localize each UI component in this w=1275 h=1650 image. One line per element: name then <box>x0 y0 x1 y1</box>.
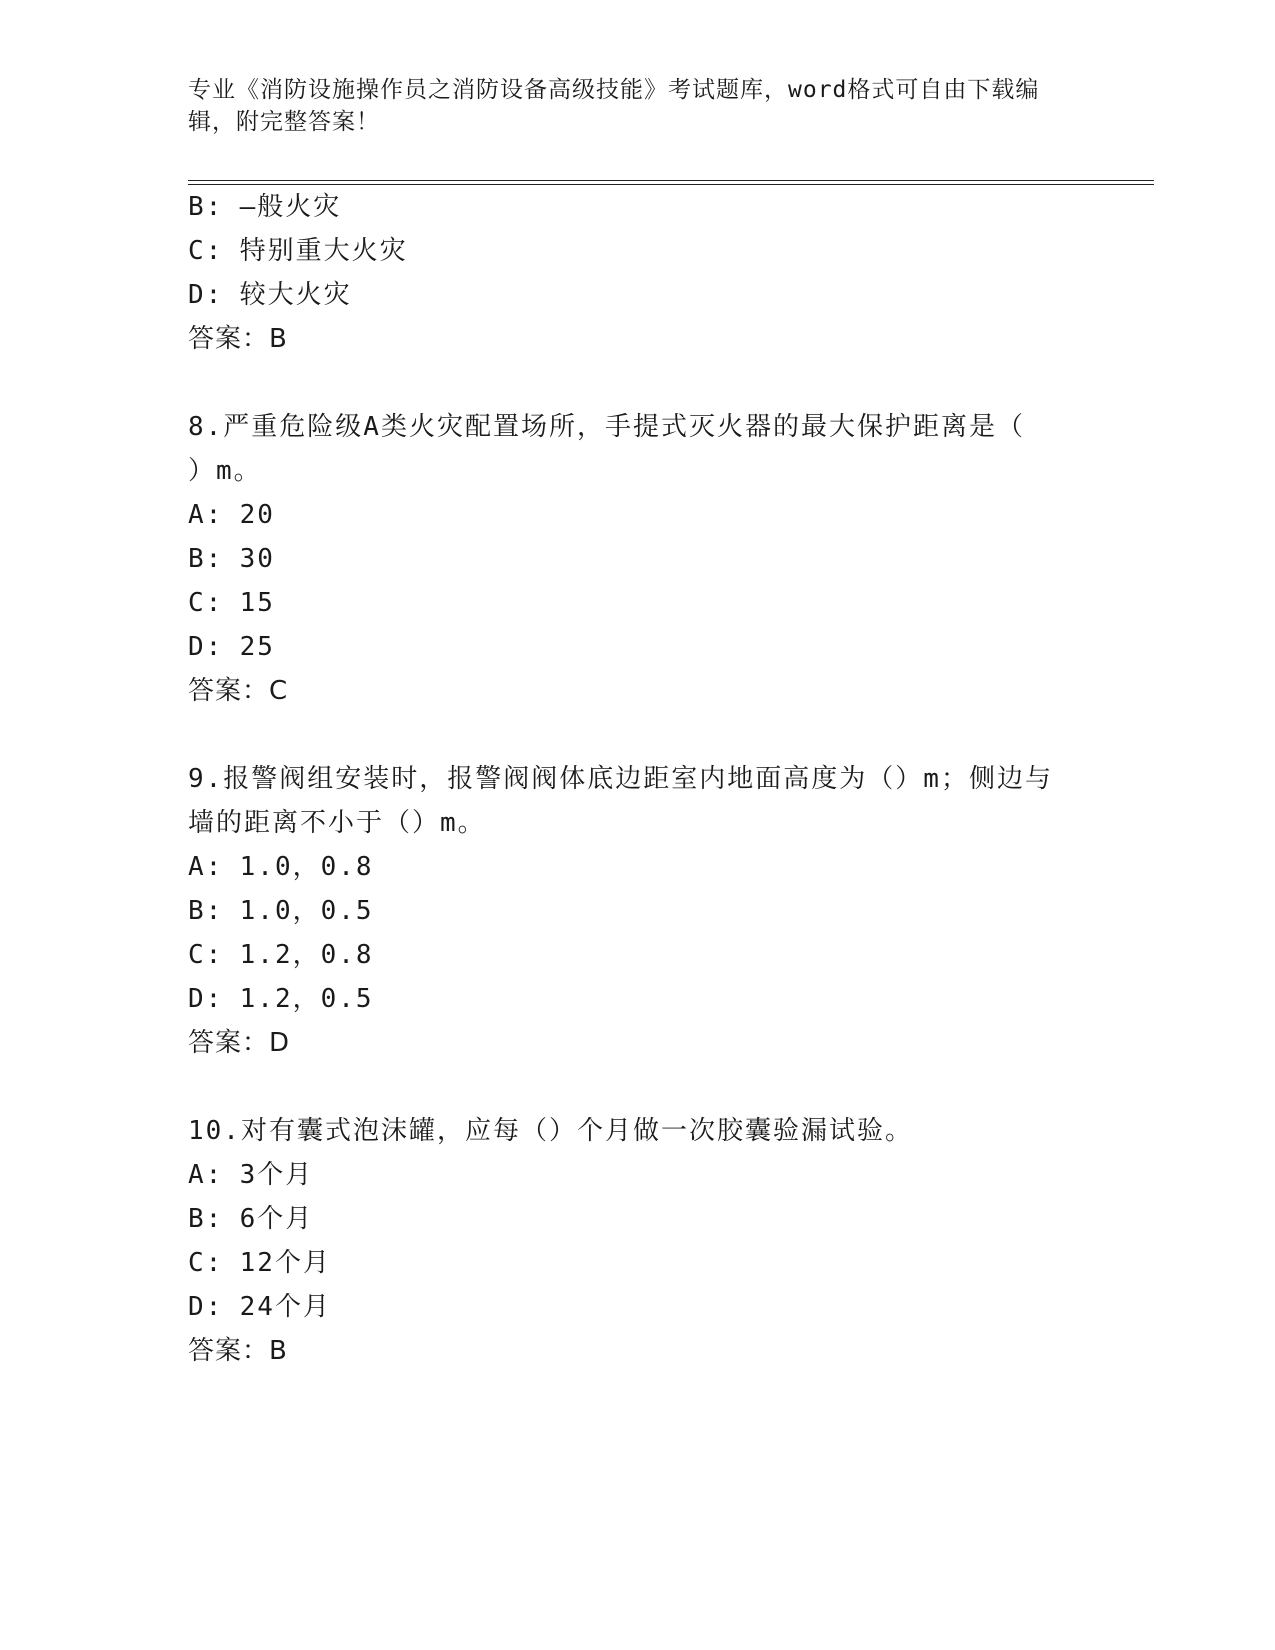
option-text: —般火灾 <box>239 192 342 222</box>
option-text: 特别重大火灾 <box>239 236 408 266</box>
q9-stem-line-2: 墙的距离不小于（）m。 <box>188 808 486 838</box>
option-label: B: <box>188 896 224 926</box>
header-line-1: 专业《消防设施操作员之消防设备高级技能》考试题库，word格式可自由下载编 <box>188 77 1040 103</box>
option-label: B: <box>188 192 224 222</box>
q9-option-a <box>188 852 374 882</box>
option-text: 1.2，0.5 <box>239 984 374 1014</box>
option-label: D: <box>188 280 224 310</box>
q10-stem-line-1: 10.对有囊式泡沫罐，应每（）个月做一次胶囊验漏试验。 <box>188 1116 913 1146</box>
option-text: 1.0，0.5 <box>239 896 374 926</box>
option-label: C: <box>188 940 224 970</box>
q8-stem-line-2: ）m。 <box>188 456 262 486</box>
option-text: 3个月 <box>239 1160 314 1190</box>
q9-option-c <box>188 940 374 970</box>
q10-option-b <box>188 1204 313 1234</box>
option-label: D: <box>188 1292 224 1322</box>
option-label: C: <box>188 1248 224 1278</box>
option-label: D: <box>188 632 224 662</box>
option-text: 较大火灾 <box>239 280 352 310</box>
option-label: A: <box>188 500 224 530</box>
q10-option-c <box>188 1248 331 1278</box>
q8-stem-line-1: 8.严重危险级A类火灾配置场所，手提式灭火器的最大保护距离是（ <box>188 412 1025 442</box>
option-label: A: <box>188 1160 224 1190</box>
q9-stem-line-1: 9.报警阀组安装时，报警阀阀体底边距室内地面高度为（）m；侧边与 <box>188 764 1053 794</box>
header-divider-top <box>188 180 1154 181</box>
option-label: D: <box>188 984 224 1014</box>
q10-answer: 答案：B <box>188 1336 288 1366</box>
option-label: C: <box>188 588 224 618</box>
header-line-2: 辑，附完整答案！ <box>188 109 380 135</box>
option-text: 12个月 <box>239 1248 331 1278</box>
option-label: C: <box>188 236 224 266</box>
header-divider-bottom <box>188 184 1154 185</box>
document-header <box>188 74 1068 138</box>
q7-option-c <box>188 236 408 266</box>
option-text: 20 <box>239 500 275 530</box>
q8-option-d <box>188 632 275 662</box>
option-text: 30 <box>239 544 275 574</box>
option-label: B: <box>188 544 224 574</box>
option-text: 1.0，0.8 <box>239 852 374 882</box>
option-text: 24个月 <box>239 1292 331 1322</box>
q7-option-d <box>188 280 352 310</box>
option-text: 6个月 <box>239 1204 314 1234</box>
option-label: B: <box>188 1204 224 1234</box>
option-label: A: <box>188 852 224 882</box>
q8-option-c <box>188 588 275 618</box>
option-text: 15 <box>239 588 275 618</box>
q8-option-b <box>188 544 275 574</box>
q7-answer: 答案：B <box>188 324 288 354</box>
q10-option-d <box>188 1292 331 1322</box>
q8-option-a <box>188 500 275 530</box>
q9-answer: 答案：D <box>188 1028 291 1058</box>
q7-option-b <box>188 192 341 222</box>
q10-option-a <box>188 1160 313 1190</box>
q9-option-b <box>188 896 374 926</box>
q8-answer: 答案：C <box>188 676 289 706</box>
option-text: 25 <box>239 632 275 662</box>
q9-option-d <box>188 984 374 1014</box>
option-text: 1.2，0.8 <box>239 940 374 970</box>
